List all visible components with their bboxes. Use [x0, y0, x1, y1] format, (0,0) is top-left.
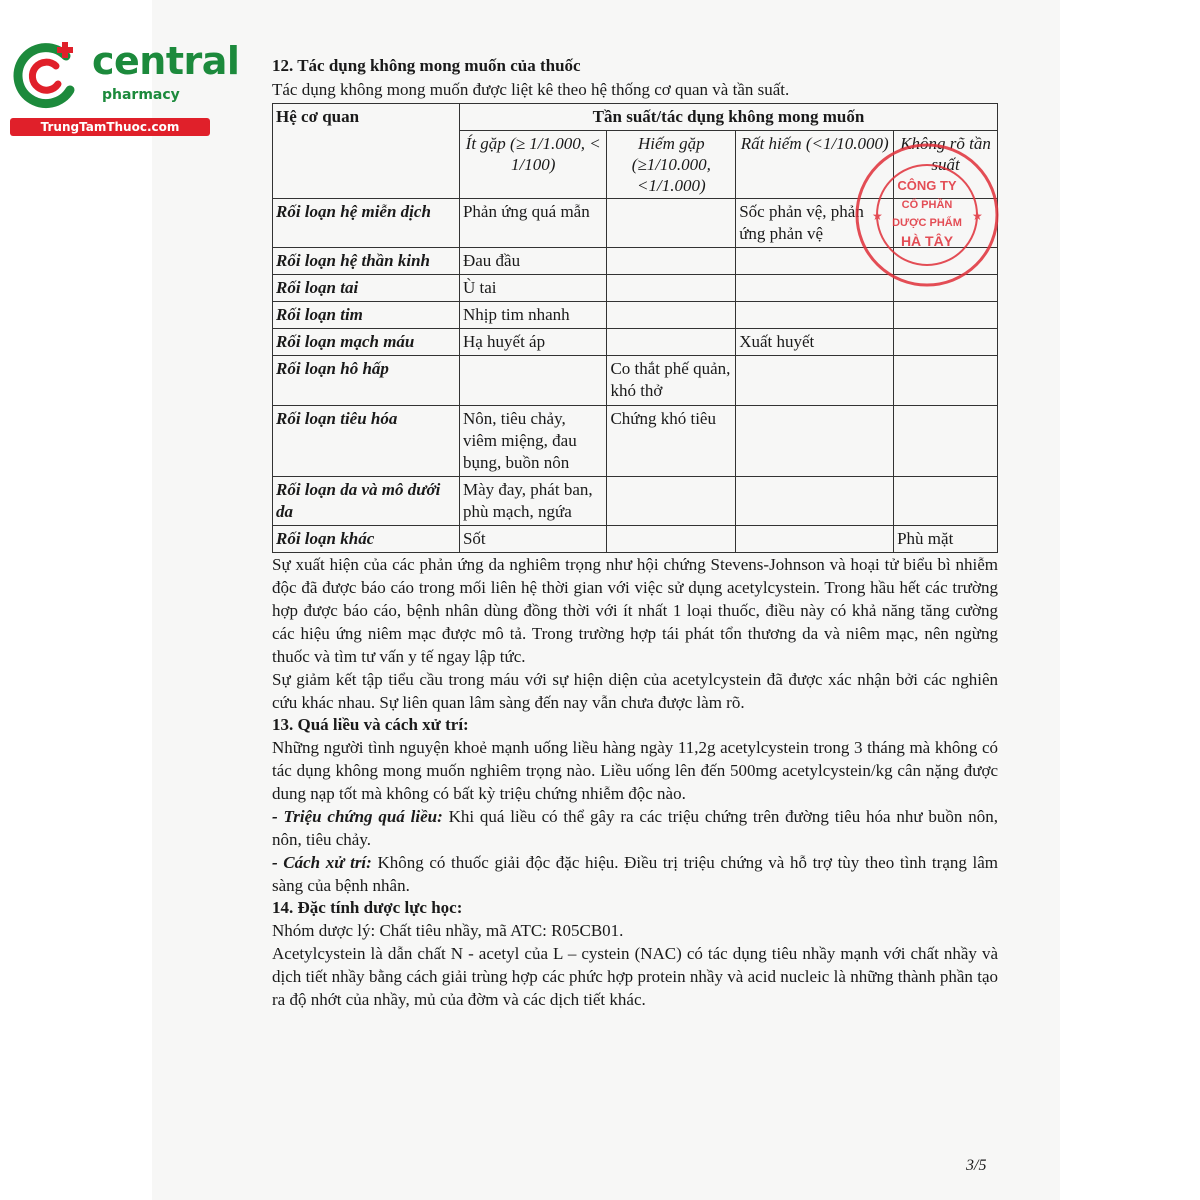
section-13-heading: 13. Quá liều và cách xử trí:: [272, 715, 469, 734]
effect-cell: [607, 248, 736, 275]
effect-cell: Phù mặt: [894, 526, 998, 553]
header-organ: Hệ cơ quan: [273, 104, 460, 199]
effect-cell: [459, 356, 606, 406]
effect-cell: [607, 477, 736, 526]
logo-subtitle: pharmacy: [102, 87, 180, 103]
section-12-intro: Tác dụng không mong muốn được liệt kê theo hệ thống cơ quan và tần suất.: [272, 80, 790, 99]
stamp-star-icon: ★: [872, 209, 883, 223]
header-freq-rare: Hiếm gặp (≥1/10.000, <1/1.000): [607, 131, 736, 199]
effect-cell: Xuất huyết: [736, 329, 894, 356]
effect-cell: Sốt: [459, 526, 606, 553]
effect-cell: [736, 302, 894, 329]
organ-cell: Rối loạn hô hấp: [273, 356, 460, 406]
symptoms-text: Khi quá liều có thể gây ra các triệu chứng trên đường tiêu hóa như buồn nôn, nôn, tiêu chảy.: [272, 807, 998, 849]
organ-cell: Rối loạn da và mô dưới da: [273, 477, 460, 526]
table-row: [273, 477, 998, 526]
effect-cell: Nhịp tim nhanh: [459, 302, 606, 329]
section-14-heading: 14. Đặc tính dược lực học:: [272, 898, 463, 917]
symptoms-label: - Triệu chứng quá liều:: [272, 807, 443, 826]
effect-cell: Mày đay, phát ban, phù mạch, ngứa: [459, 477, 606, 526]
table-row: [273, 526, 998, 553]
section-13-treatment: [272, 851, 998, 897]
logo-mark-icon: [10, 38, 84, 112]
effect-cell: [607, 275, 736, 302]
effect-cell: Ù tai: [459, 275, 606, 302]
page-number: 3/5: [966, 1157, 987, 1174]
stamp-line-1: CÔNG TY: [897, 178, 957, 193]
section-14-paragraph-1: Nhóm dược lý: Chất tiêu nhầy, mã ATC: R05CB01.: [272, 921, 624, 940]
organ-cell: Rối loạn mạch máu: [273, 329, 460, 356]
effect-cell: Chứng khó tiêu: [607, 406, 736, 477]
logo-name: central: [92, 39, 240, 83]
organ-cell: Rối loạn hệ thần kinh: [273, 248, 460, 275]
effect-cell: [607, 329, 736, 356]
table-row: [273, 329, 998, 356]
organ-cell: Rối loạn hệ miễn dịch: [273, 199, 460, 248]
effect-cell: [607, 526, 736, 553]
section-13-symptoms: [272, 805, 998, 851]
section-13-paragraph-1: Những người tình nguyện khoẻ mạnh uống liều hàng ngày 11,2g acetylcystein trong 3 tháng mà không có tác dụng không mong muốn nghiêm trọng nào. Liều uống lên đến 500mg acetylcystein/kg cân nặng được dung nạp tốt mà không có bất kỳ triệu chứng nhiễm độc nào.: [272, 738, 998, 803]
header-freq-very-rare: Rất hiếm (<1/10.000): [736, 131, 894, 199]
effect-cell: [736, 477, 894, 526]
stamp-line-4: HÀ TÂY: [900, 233, 954, 249]
table-header-row: [273, 104, 998, 131]
effect-cell: [894, 356, 998, 406]
effect-cell: [894, 329, 998, 356]
section-12-paragraph-2: Sự giảm kết tập tiểu cầu trong máu với sự hiện diện của acetylcystein đã được xác nhận bởi các nghiên cứu khác nhau. Sự liên quan lâm sàng đến nay vẫn chưa được làm rõ.: [272, 670, 998, 712]
organ-cell: Rối loạn tai: [273, 275, 460, 302]
effect-cell: [736, 526, 894, 553]
header-frequency-group: Tần suất/tác dụng không mong muốn: [459, 104, 997, 131]
company-stamp: [852, 140, 1002, 290]
effect-cell: [736, 406, 894, 477]
effect-cell: Co thắt phế quản, khó thở: [607, 356, 736, 406]
effect-cell: [607, 302, 736, 329]
table-row: [273, 406, 998, 477]
effect-cell: [607, 199, 736, 248]
logo-website-band: TrungTamThuoc.com: [10, 118, 210, 136]
effect-cell: Nôn, tiêu chảy, viêm miệng, đau bụng, buồn nôn: [459, 406, 606, 477]
central-pharmacy-logo: [10, 36, 240, 136]
stamp-star-icon: ★: [972, 209, 983, 223]
stamp-line-3: DƯỢC PHẨM: [892, 217, 962, 229]
table-row: [273, 356, 998, 406]
effect-cell: [894, 406, 998, 477]
effect-cell: [894, 302, 998, 329]
table-row: [273, 302, 998, 329]
organ-cell: Rối loạn tiêu hóa: [273, 406, 460, 477]
treatment-label: - Cách xử trí:: [272, 853, 372, 872]
stamp-line-2: CỔ PHẦN: [901, 199, 953, 211]
effect-cell: Sốc phản vệ, phản ứng phản vệ: [736, 199, 894, 248]
effect-cell: [736, 356, 894, 406]
section-12-paragraph-1: Sự xuất hiện của các phản ứng da nghiêm trọng như hội chứng Stevens-Johnson và hoại tử biểu bì nhiễm độc đã được báo cáo trong mối liên hệ thời gian với việc sử dụng acetylcystein. Trong hầu hết các trường hợp được báo cáo, bệnh nhân dùng đồng thời với ít nhất 1 loại thuốc, điều này có khả năng tăng cường các hiệu ứng niêm mạc được mô tả. Trong trường hợp tái phát tổn thương da và niêm mạc, nên ngừng thuốc và tìm tư vấn y tế ngay lập tức.: [272, 555, 998, 666]
treatment-text: Không có thuốc giải độc đặc hiệu. Điều trị triệu chứng và hỗ trợ tùy theo tình trạng lâm sàng của bệnh nhân.: [272, 853, 998, 895]
effect-cell: Phản ứng quá mẫn: [459, 199, 606, 248]
header-freq-uncommon: Ít gặp (≥ 1/1.000, < 1/100): [459, 131, 606, 199]
section-14-paragraph-2: Acetylcystein là dẫn chất N - acetyl của L – cystein (NAC) có tác dụng tiêu nhầy mạnh với chất nhầy và dịch tiết nhầy bằng cách giải trùng hợp các phức hợp protein nhầy và acid nucleic là những thành phần tạo ra độ nhớt của nhầy, mủ của đờm và các dịch tiết khác.: [272, 944, 998, 1009]
effect-cell: [894, 477, 998, 526]
effect-cell: Hạ huyết áp: [459, 329, 606, 356]
organ-cell: Rối loạn khác: [273, 526, 460, 553]
header-freq-unknown: Không rõ tần suất: [894, 131, 998, 199]
section-12-heading: 12. Tác dụng không mong muốn của thuốc: [272, 56, 581, 75]
organ-cell: Rối loạn tim: [273, 302, 460, 329]
effect-cell: Đau đầu: [459, 248, 606, 275]
